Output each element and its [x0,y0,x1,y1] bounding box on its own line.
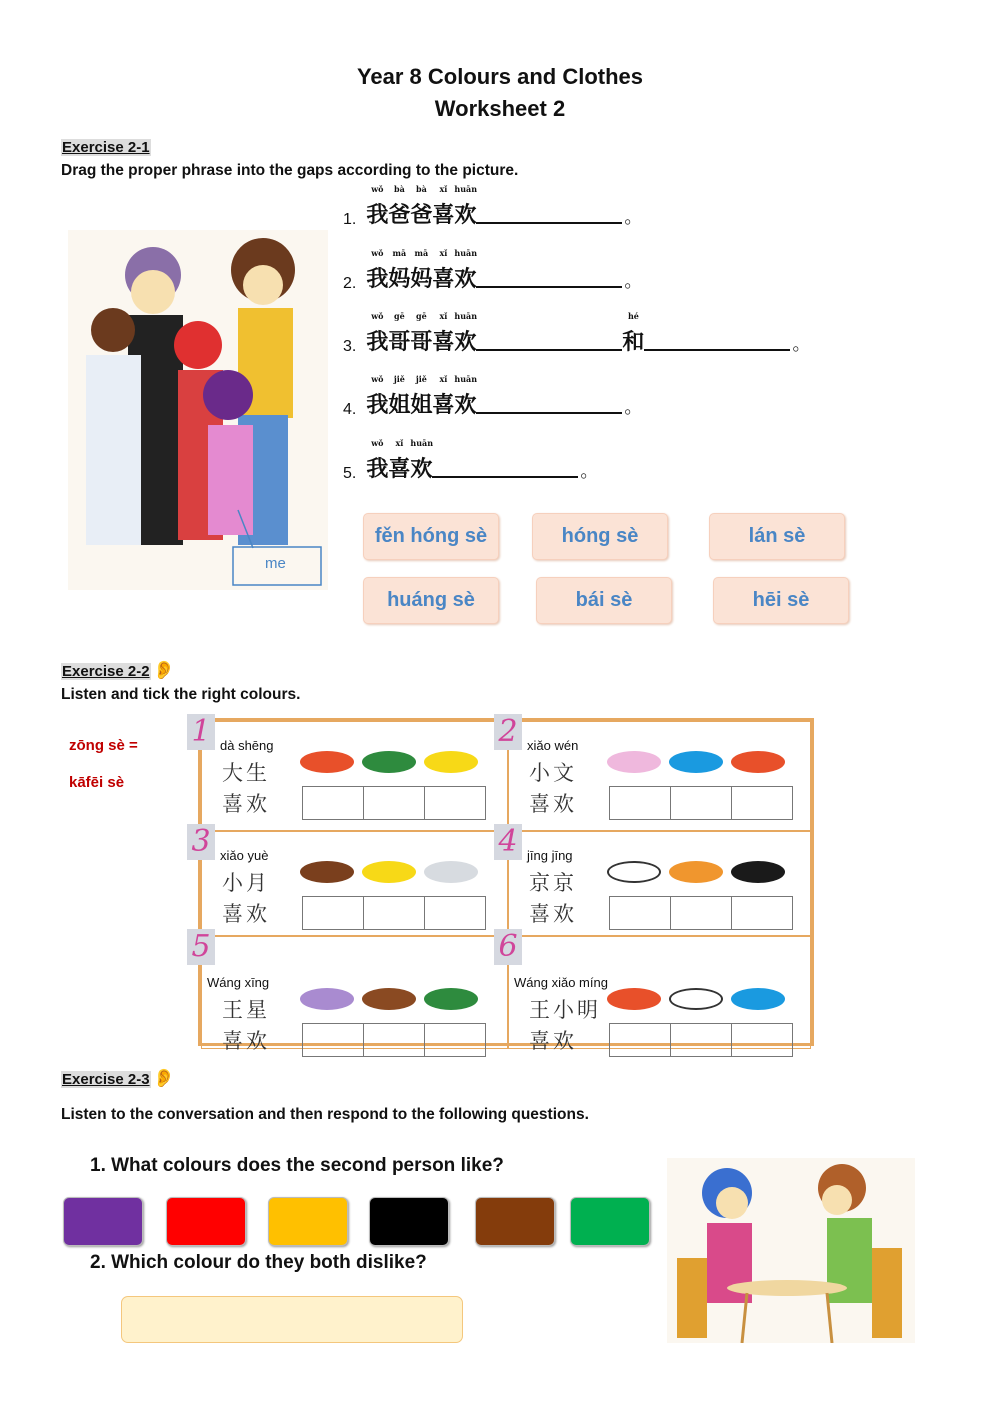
sentence-5 [343,438,599,483]
tick-box[interactable] [425,787,485,819]
pinyin: wǒ [371,438,384,448]
hanzi [454,374,478,419]
colour-oval [362,861,416,883]
hanzi [454,248,478,293]
hanzi-char: 喜 [432,202,455,228]
hanzi [388,438,411,483]
person-name: 大生 [222,761,270,785]
pinyin: bà [393,184,405,194]
pinyin: jiě [415,374,427,384]
colour-oval [669,751,723,773]
colour-oval [424,751,478,773]
tick-box[interactable] [732,1024,792,1056]
sentence-1 [343,184,643,229]
tick-box[interactable] [425,897,485,929]
hanzi [410,184,433,229]
pinyin: gē [416,311,427,321]
hanzi [388,248,411,293]
phrase-chip[interactable]: hóng sè [532,513,668,560]
colour-oval [607,988,661,1010]
full-stop: 。 [580,461,599,481]
hanzi-char: 欢 [454,329,477,355]
pinyin: wǒ [371,311,384,321]
colour-oval [300,861,354,883]
person-cell [498,714,811,831]
tick-boxes [609,1023,793,1057]
number-badge: 1 [187,714,215,750]
colour-oval [424,861,478,883]
tick-box[interactable] [732,787,792,819]
person-name: 京京 [529,871,577,895]
tick-box[interactable] [303,1024,364,1056]
family-illustration [68,230,328,590]
phrase-chip[interactable]: hēi sè [713,577,849,624]
tick-box[interactable] [425,1024,485,1056]
answer-gap[interactable] [476,412,622,414]
person-cell [498,824,811,936]
hanzi [410,311,433,356]
pinyin: gē [394,311,405,321]
full-stop: 。 [624,271,643,291]
tick-box[interactable] [303,897,364,929]
hanzi-char: 喜 [388,456,411,482]
colour-oval [607,751,661,773]
exercise-2-1-label: Exercise 2-1 [62,139,150,156]
tick-box[interactable] [671,1024,732,1056]
colour-oval [607,861,661,883]
hanzi-char: 欢 [454,202,477,228]
hanzi-char: 姐 [410,392,433,418]
answer-gap[interactable] [476,286,622,288]
person-cell [191,929,508,1053]
number-badge: 6 [494,929,522,965]
hanzi [410,374,433,419]
likes-label: 喜欢 [529,1029,577,1053]
tick-box[interactable] [364,1024,425,1056]
hanzi-char: 我 [366,392,389,418]
full-stop: 。 [792,334,811,354]
colour-oval [362,988,416,1010]
colour-oval [300,751,354,773]
sentence-number: 2. [343,275,357,292]
pinyin: jiě [393,374,405,384]
person-pinyin: xiǎo yuè [220,848,269,863]
hanzi-char: 我 [366,329,389,355]
hanzi [454,311,478,356]
pinyin: wǒ [371,248,384,258]
phrase-chip[interactable]: huáng sè [363,577,499,624]
pinyin: huān [454,311,478,321]
hanzi [410,438,434,483]
hanzi [454,184,478,229]
pinyin: xǐ [439,311,448,321]
pinyin: mā [414,248,429,258]
tick-box[interactable] [610,787,671,819]
tick-box[interactable] [671,897,732,929]
hanzi-char: 姐 [388,392,411,418]
colour-oval [669,861,723,883]
hanzi-char: 我 [366,456,389,482]
pinyin: huān [454,184,478,194]
pinyin: huān [454,248,478,258]
hanzi-char: 爸 [410,202,433,228]
likes-label: 喜欢 [222,902,270,926]
pinyin: xǐ [439,184,448,194]
hanzi [410,248,433,293]
sentence-2 [343,248,643,293]
colour-swatch[interactable] [369,1197,449,1246]
person-name: 小月 [222,871,270,895]
hanzi [366,438,389,483]
hanzi [388,311,411,356]
likes-label: 喜欢 [222,792,270,816]
tick-boxes [302,1023,486,1057]
person-pinyin: Wáng xīng [207,975,270,990]
note-line2: kāfēi sè [69,774,125,791]
colour-oval [424,988,478,1010]
answer-gap[interactable] [476,222,622,224]
sentence-4 [343,374,643,419]
hanzi-char: 欢 [410,456,433,482]
likes-label: 喜欢 [222,1029,270,1053]
person-name: 王小明 [529,998,601,1022]
number-badge: 4 [494,824,522,860]
tick-box[interactable] [610,897,671,929]
hanzi [388,374,411,419]
colour-oval [362,751,416,773]
hanzi [432,248,455,293]
hanzi-char: 喜 [432,329,455,355]
colour-swatch[interactable] [166,1197,246,1246]
hanzi-char: 爸 [388,202,411,228]
colour-oval [731,751,785,773]
hanzi-char: 我 [366,266,389,292]
me-label: me [265,555,286,572]
exercise-2-3-label: Exercise 2-3 [62,1071,150,1088]
hanzi-char: 和 [622,329,645,355]
person-pinyin: dà shēng [220,738,274,753]
phrase-chip[interactable]: bái sè [536,577,672,624]
sentence-number: 1. [343,211,357,228]
tick-box[interactable] [732,897,792,929]
audio-ear-icon[interactable]: 👂 [152,1068,175,1088]
tick-box[interactable] [364,787,425,819]
hanzi-char: 欢 [454,392,477,418]
person-name: 王星 [222,998,270,1022]
pinyin: huān [410,438,434,448]
hanzi-char: 妈 [410,266,433,292]
person-pinyin: jīng jīng [527,848,573,863]
colour-oval [669,988,723,1010]
person-pinyin: Wáng xiǎo míng [514,975,608,990]
hanzi-char: 喜 [432,266,455,292]
hanzi [432,374,455,419]
tick-box[interactable] [671,787,732,819]
phrase-chip[interactable]: fěn hóng sè [363,513,499,560]
colour-swatch[interactable] [63,1197,143,1246]
exercise-2-2-label: Exercise 2-2 [62,663,150,680]
number-badge: 5 [187,929,215,965]
sentence-number: 4. [343,401,357,418]
hanzi [366,311,389,356]
full-stop: 。 [624,397,643,417]
answer-drop-box[interactable] [121,1296,463,1343]
pinyin: huān [454,374,478,384]
person-cell [191,824,508,936]
hanzi-char: 哥 [410,329,433,355]
tick-box[interactable] [364,897,425,929]
person-cell [498,929,811,1053]
tick-colours-grid [191,714,814,1053]
hanzi-char: 哥 [388,329,411,355]
conversation-illustration [667,1158,915,1343]
likes-label: 喜欢 [529,792,577,816]
colour-oval [300,988,354,1010]
sentence-number: 5. [343,465,357,482]
audio-ear-icon[interactable]: 👂 [152,660,175,680]
hanzi-char: 我 [366,202,389,228]
hanzi-char: 妈 [388,266,411,292]
phrase-chip[interactable]: lán sè [709,513,845,560]
hanzi [432,184,455,229]
pinyin: xǐ [439,248,448,258]
exercise-2-3-header [61,1068,175,1089]
hanzi-char: 欢 [454,266,477,292]
answer-gap[interactable] [432,476,578,478]
pinyin: mā [392,248,407,258]
note-line1: zōng sè = [69,737,138,754]
colour-swatch[interactable] [570,1197,650,1246]
answer-gap[interactable] [476,349,622,351]
hanzi [388,184,411,229]
pinyin: hé [627,311,639,321]
pinyin: xǐ [395,438,404,448]
tick-box[interactable] [610,1024,671,1056]
pinyin: bà [415,184,427,194]
colour-oval [731,861,785,883]
hanzi [366,374,389,419]
person-cell [191,714,508,831]
tick-boxes [302,896,486,930]
colour-swatch[interactable] [268,1197,348,1246]
hanzi [622,311,645,356]
sentence-3 [343,311,811,356]
number-badge: 3 [187,824,215,860]
tick-boxes [609,786,793,820]
tick-boxes [609,896,793,930]
answer-gap[interactable] [644,349,790,351]
full-stop: 。 [624,207,643,227]
exercise-2-2-instruction: Listen and tick the right colours. [61,686,301,703]
likes-label: 喜欢 [529,902,577,926]
pinyin: xǐ [439,374,448,384]
colour-swatch[interactable] [475,1197,555,1246]
question-2: 2. Which colour do they both dislike? [90,1252,427,1273]
title-line1: Year 8 Colours and Clothes [356,64,644,89]
colour-oval [731,988,785,1010]
sentence-number: 3. [343,338,357,355]
pinyin: wǒ [371,374,384,384]
person-pinyin: xiǎo wén [527,738,579,753]
pinyin: wǒ [371,184,384,194]
tick-boxes [302,786,486,820]
hanzi [366,248,389,293]
tick-box[interactable] [303,787,364,819]
exercise-2-1-instruction: Drag the proper phrase into the gaps according to the picture. [61,162,519,179]
person-name: 小文 [529,761,577,785]
hanzi-char: 喜 [432,392,455,418]
exercise-2-3-instruction: Listen to the conversation and then respond to the following questions. [61,1106,589,1123]
question-1: 1. What colours does the second person like? [90,1155,504,1176]
number-badge: 2 [494,714,522,750]
hanzi [366,184,389,229]
hanzi [432,311,455,356]
title-line2: Worksheet 2 [434,96,566,121]
exercise-2-2-header [61,660,175,681]
